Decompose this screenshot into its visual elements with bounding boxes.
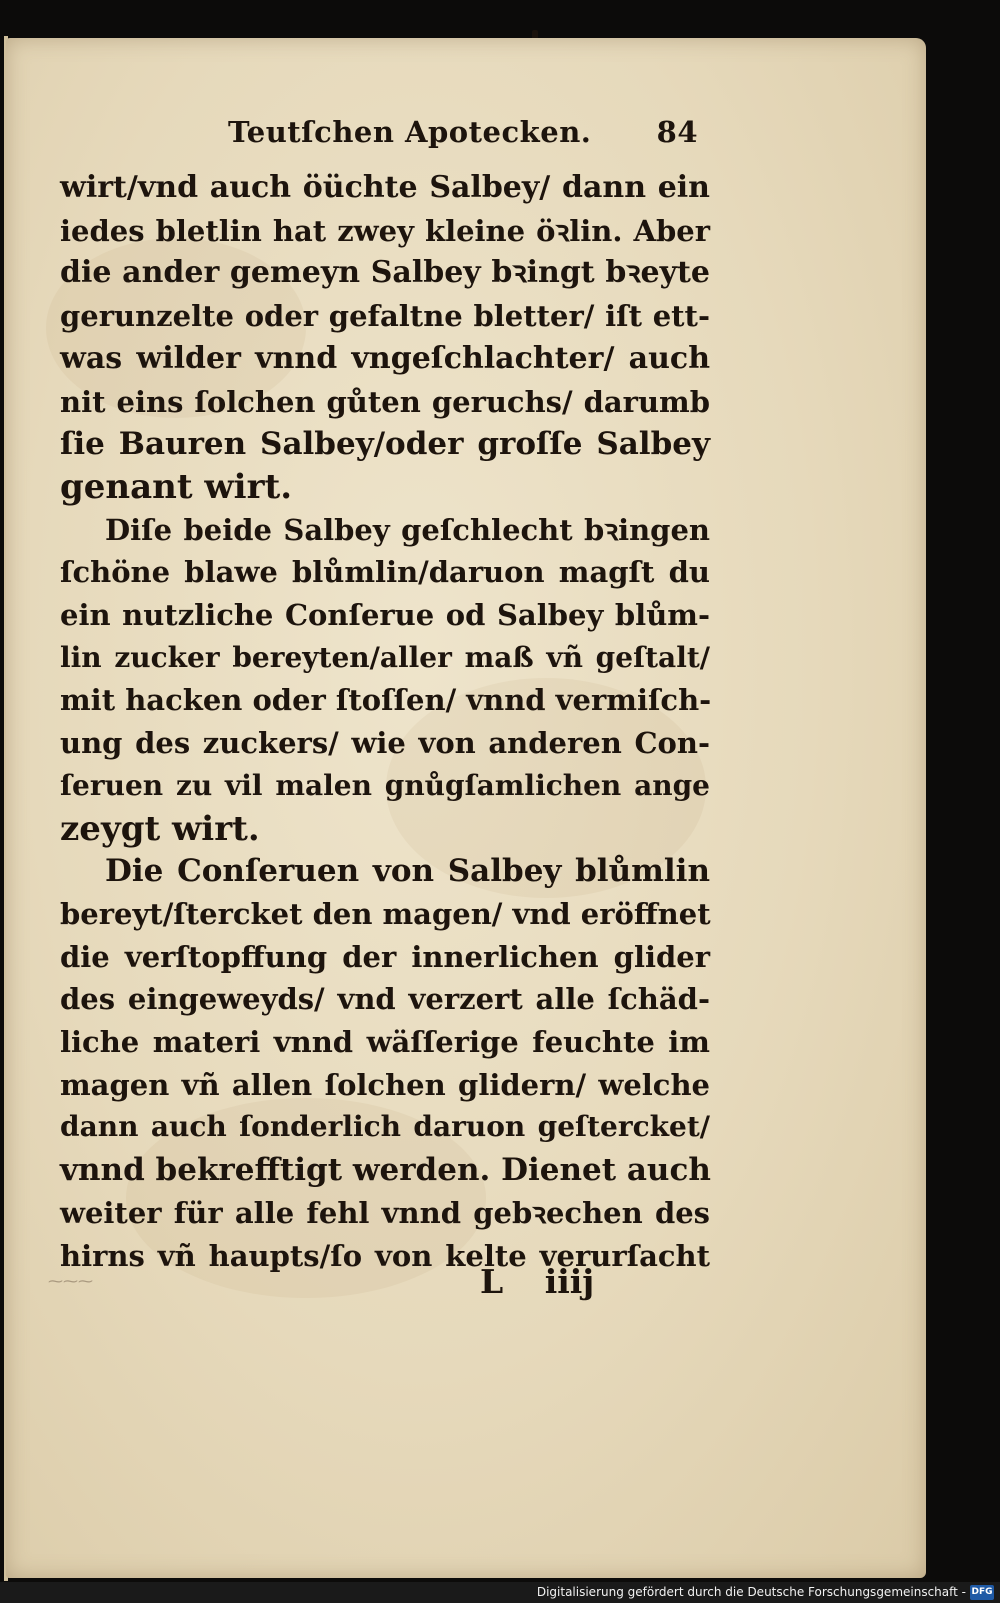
text-line: zeygt wirt.	[60, 808, 260, 849]
text-line: lin zucker bereyten/aller maß vñ geſtalt/	[60, 640, 710, 674]
text-line: Die Conſeruen von Salbey blůmlin	[105, 853, 710, 890]
dfg-logo-icon: DFG	[970, 1585, 994, 1600]
text-line: ſeruen zu vil malen gnůgſamlichen ange	[60, 768, 710, 802]
text-line: die verſtopffung der innerlichen glider	[60, 939, 710, 974]
text-line: ein nutzliche Conſerue od Salbey blům-	[60, 598, 710, 632]
text-line: ung des zuckers/ wie von anderen Con-	[60, 726, 710, 761]
text-line: Diſe beide Salbey geſchlecht bꝛingen	[105, 512, 710, 547]
text-line: weiter für alle fehl vnnd gebꝛechen des	[60, 1195, 710, 1230]
text-line: wirt/vnd auch öüchte Salbey/ dann ein	[60, 170, 710, 205]
running-header	[228, 115, 698, 155]
text-line: bereyt/ſtercket den magen/ vnd eröffnet	[60, 896, 711, 931]
text-line: vnnd bekrefftigt werden. Dienet auch	[60, 1152, 711, 1189]
text-line: genant wirt.	[60, 466, 293, 507]
text-line: gerunzelte oder gefaltne bletter/ iſt ett-	[60, 299, 710, 334]
text-line: nit eins ſolchen gůten geruchs/ darumb	[60, 384, 710, 419]
running-title: Teutſchen Apotecken.	[228, 115, 592, 149]
text-line: die ander gemeyn Salbey bꝛingt bꝛeyte	[60, 255, 710, 291]
text-line: was wilder vnnd vngeſchlachter/ auch	[60, 340, 710, 376]
signature-mark: L iiij	[480, 1262, 595, 1301]
text-line: des eingeweyds/ vnd verzert alle ſchäd-	[60, 982, 710, 1017]
text-line: ſie Bauren Salbey/oder groſſe Salbey	[60, 426, 710, 463]
text-line: liche materi vnnd wäſſerige feuchte im	[60, 1025, 710, 1059]
text-line: ſchöne blawe blůmlin/daruon magſt du	[60, 555, 710, 590]
page-number: 84	[656, 115, 698, 149]
text-line: dann auch ſonderlich daruon geſtercket/	[60, 1110, 710, 1144]
footer-credit: Digitalisierung gefördert durch die Deutsche Forschungsgemeinschaft -	[536, 1585, 966, 1599]
text-line: hirns vñ haupts/ſo von kelte verurſacht	[60, 1238, 710, 1273]
bleed-through-mark: ⁓⁓⁓	[48, 1272, 93, 1290]
text-line: mit hacken oder ſtoſſen/ vnnd vermiſch-	[60, 683, 712, 718]
text-line: iedes bletlin hat zwey kleine öꝛlin. Aber	[60, 213, 710, 248]
text-line: magen vñ allen ſolchen glidern/ welche	[60, 1067, 710, 1102]
